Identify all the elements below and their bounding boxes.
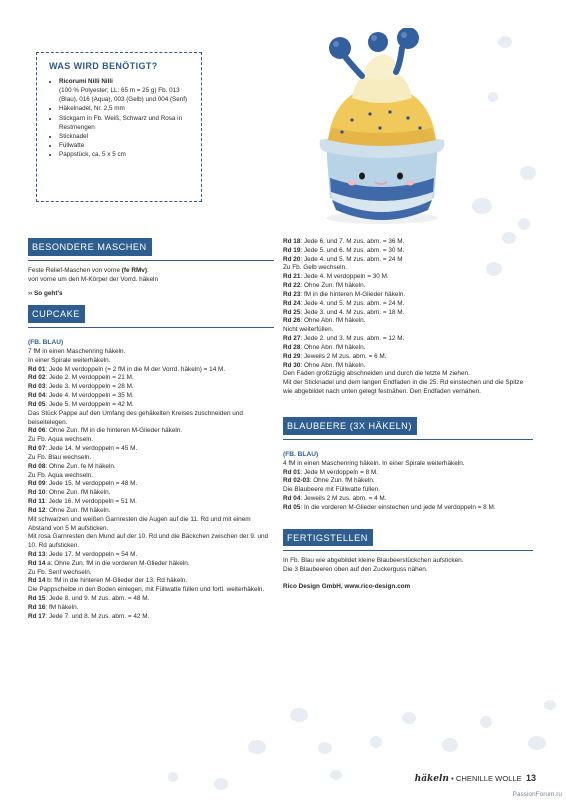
instruction-line: 4 fM in einen Maschenring häkeln. In einer Spirale weiterhäkeln.	[283, 459, 465, 467]
special-stitch-description: von vorne um den M-Körper der Vorrd. häkeln	[28, 275, 159, 283]
instruction-line: Rd 15: Jede 8. und 9. M zus. abm. = 48 M.	[28, 595, 150, 603]
instruction-line: Rd 02: Jede 2. M verdoppeln = 21 M.	[28, 374, 134, 382]
instruction-line: Rd 20: Jede 4. und 5. M zus. abm. = 24 M	[283, 255, 403, 263]
special-stitch-definition: Feste Relief-Maschen von vorne (fe RMv):	[28, 266, 149, 274]
blueberry-color-note: (FB. BLAU)	[283, 450, 319, 458]
instruction-line: Zu Fb. Senf wechseln.	[28, 568, 92, 576]
materials-item: • Pappstück, ca. 5 x 5 cm	[59, 150, 191, 159]
instruction-line: Rd 12: Ohne Zun. fM häkeln.	[28, 506, 111, 514]
instruction-line: Rd 21: Jede 4. M verdoppeln = 30 M.	[283, 273, 389, 281]
instruction-line: Rd 07: Jede 14. M verdoppeln = 45 M.	[28, 445, 138, 453]
page-footer	[415, 773, 536, 784]
instruction-line: Rd 24: Jede 4. und 5. M zus. abm. = 24 M.	[283, 299, 405, 307]
instruction-line: Rd 04: Jeweils 2 M zus. abm. = 4 M.	[283, 495, 387, 502]
instruction-line: Rd 03: Jede 3. M verdoppeln = 28 M.	[28, 383, 134, 391]
instruction-line: Rd 17: Jede 7. und 8. M zus. abm. = 42 M.	[28, 612, 150, 620]
blueberry-instructions	[283, 460, 533, 513]
finish-instructions	[283, 557, 533, 575]
instruction-line: Rd 01: Jede M verdoppeln (= 2 fM in die M der Vorrd. häkeln) = 14 M.	[28, 365, 226, 373]
watermark: PassionForum.ru	[512, 791, 562, 798]
special-stitches-header: BESONDERE MASCHEN	[28, 238, 152, 256]
instruction-line: Die Blaubeere mit Füllwatte füllen.	[283, 486, 380, 494]
materials-box	[36, 52, 202, 202]
instruction-line: Den Faden großzügig abschneiden und durch die letzte M ziehen.	[283, 370, 470, 378]
materials-item: • Füllwatte	[59, 141, 191, 150]
footer-section: CHENILLE WOLLE	[455, 774, 522, 783]
instruction-line: Rd 11: Jede 16. M verdoppeln = 51 M.	[28, 498, 137, 506]
instruction-line: Rd 27: Jede 2. und 3. M zus. abm. = 12 M.	[283, 335, 405, 343]
instruction-line: Rd 14 a: Ohne Zun. fM in die vorderen M-Glieder häkeln.	[28, 559, 190, 567]
instruction-line: Rd 30: Ohne Abn. fM häkeln.	[283, 361, 366, 369]
cupcake-photo	[312, 28, 448, 228]
finish-header-rule	[283, 529, 533, 552]
instruction-line: 7 fM in einen Maschenring häkeln.	[28, 347, 126, 355]
instruction-line: Rd 10: Ohne Zun. fM häkeln.	[28, 489, 111, 497]
cupcake-header-rule	[28, 305, 274, 328]
materials-item: • Häkelnadel, Nr. 2,5 mm	[59, 104, 191, 113]
instruction-line: Mit schwarzen und weißen Garnresten die Augen auf die 11. Rd und mit einem Abstand von 5 M aufsticken.	[28, 515, 251, 532]
instructions-right-column	[283, 238, 533, 592]
instruction-line: In Fb. Blau wie abgebildet kleine Blaubeerstückchen aufsticken.	[283, 557, 464, 565]
magazine-brand: häkeln	[414, 774, 449, 784]
instruction-line: Die 3 Blaubeeren oben auf den Zuckerguss nähen.	[283, 566, 428, 574]
instruction-line: In einer Spirale weiterhäkeln.	[28, 356, 111, 364]
footer-separator: •	[451, 774, 454, 783]
instruction-line: Zu Fb. Gelb wechseln.	[283, 264, 347, 272]
instruction-line: Nicht weiterfüllen.	[283, 326, 334, 334]
instruction-line: Rd 26: Ohne Abn. fM häkeln.	[283, 317, 366, 325]
materials-item: • Ricorumi Nilli Nilli (100 % Polyester; LL: 65 m = 25 g) Fb. 013 (Blau), 016 (Aqua), 003 (Gelb) und 004 (Senf)	[59, 77, 191, 104]
instruction-line: Zu Fb. Aqua wechseln.	[28, 471, 94, 479]
materials-item: • Sticknadel	[59, 132, 191, 141]
instruction-line: Rd 08: Ohne Zun. fe M häkeln.	[28, 462, 116, 470]
cupcake-instructions-continued	[283, 238, 533, 397]
instruction-line: Rd 28: Ohne Abn. fM häkeln.	[283, 343, 366, 351]
how-to-label: ›› So geht's	[28, 290, 63, 298]
instruction-line: Rd 18: Jede 6. und 7. M zus. abm. = 36 M.	[283, 238, 405, 245]
instruction-line: Rd 22: Ohne Zun. fM häkeln.	[283, 282, 366, 290]
page-number: 13	[525, 773, 536, 783]
instruction-line: Zu Fb. Blau wechseln.	[28, 453, 92, 461]
instruction-line: Mit der Sticknadel und dem langen Endfaden in die 25. Rd einstechen und die Spitze wie abgebildet nach unten gelegt festnähen. Den Endfaden vernähen.	[283, 379, 524, 396]
instruction-line: Das Stück Pappe auf den Umfang des gehäkelten Kreises zuschneiden und beiseitelegen.	[28, 409, 243, 426]
instruction-line: Rd 25: Jede 3. und 4. M zus. abm. = 18 M.	[283, 308, 405, 316]
instruction-line: Rd 29: Jeweils 2 M zus. abm. = 6 M.	[283, 352, 387, 360]
cupcake-header: CUPCAKE	[28, 305, 85, 323]
instruction-line: Rd 23: fM in die hinteren M-Glieder häkeln.	[283, 290, 406, 298]
instruction-line: Rd 01: Jede M verdoppeln = 8 M.	[283, 468, 379, 476]
materials-list	[47, 77, 191, 159]
special-stitches-header-rule	[28, 238, 274, 261]
instruction-line: Rd 02-03: Ohne Zun. fM häkeln.	[283, 477, 375, 485]
instruction-line: Rd 16: fM häkeln.	[28, 603, 79, 611]
instruction-line: Rd 05: Jede 5. M verdoppeln = 42 M.	[28, 400, 134, 408]
finish-header: FERTIGSTELLEN	[283, 529, 373, 547]
blueberry-header-rule	[283, 417, 533, 440]
instruction-line: Rd 09: Jede 15. M verdoppeln = 48 M.	[28, 480, 138, 488]
materials-item: • Stickgarn in Fb. Weiß, Schwarz und Rosa in Restmengen	[59, 114, 191, 132]
cupcake-instructions	[28, 348, 274, 622]
cupcake-color-note: (FB. BLAU)	[28, 338, 64, 346]
instruction-line: Rd 14 b: fM in die hinteren M-Glieder der 13. Rd häkeln.	[28, 577, 188, 585]
design-credit: Rico Design GmbH, www.rico-design.com	[283, 583, 411, 590]
materials-title: WAS WIRD BENÖTIGT?	[49, 61, 158, 71]
instruction-line: Mit rosa Garnresten den Mund auf der 10. Rd und die Bäckchen zwischen der 9. und 10. Rd aufsticken.	[28, 533, 269, 550]
blueberry-header: BLAUBEERE (3X HÄKELN)	[283, 417, 417, 435]
instruction-line: Rd 04: Jede 4. M verdoppeln = 35 M.	[28, 392, 134, 400]
instruction-line: Rd 05: In die vorderen M-Glieder einstechen und jede M verdoppeln = 8 M.	[283, 503, 496, 511]
instruction-line: Zu Fb. Aqua wechseln.	[28, 436, 94, 444]
instruction-line: Rd 13: Jede 17. M verdoppeln = 54 M.	[28, 551, 138, 558]
instruction-line: Rd 19: Jede 5. und 6. M zus. abm. = 30 M.	[283, 246, 405, 254]
instructions-left-column	[28, 238, 274, 622]
instruction-line: Die Pappscheibe in den Boden einlegen, mit Füllwatte füllen und fortl. weiterhäkeln.	[28, 586, 265, 594]
instruction-line: Rd 06: Ohne Zun. fM in die hinteren M-Glieder häkeln.	[28, 427, 183, 435]
